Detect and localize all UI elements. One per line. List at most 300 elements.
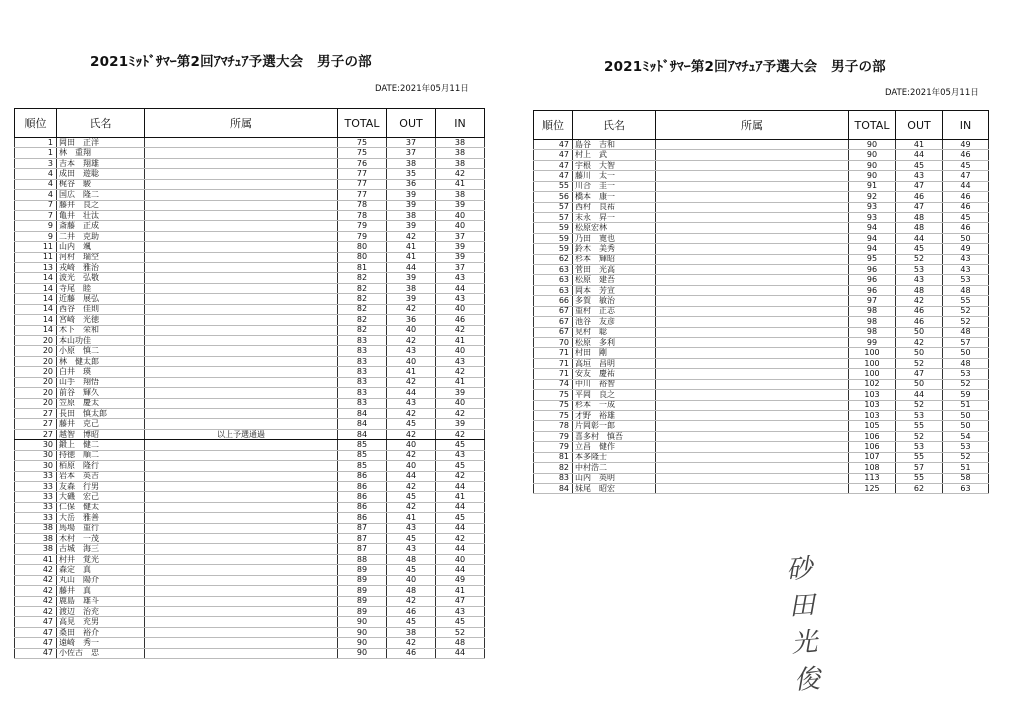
affiliation-cell xyxy=(145,356,338,366)
total-cell: 83 xyxy=(338,377,387,387)
rank-cell: 42 xyxy=(15,606,57,616)
in-cell: 50 xyxy=(943,410,989,420)
table-row xyxy=(534,202,989,212)
affiliation-cell xyxy=(145,283,338,293)
out-cell: 36 xyxy=(387,315,436,325)
name-cell: 才野 裕雄 xyxy=(573,410,656,420)
table-header xyxy=(15,109,485,138)
in-cell: 44 xyxy=(943,181,989,191)
affiliation-cell xyxy=(656,483,849,493)
table-row xyxy=(15,263,485,273)
total-cell: 103 xyxy=(849,390,896,400)
name-cell: 山内 英明 xyxy=(573,473,656,483)
rank-cell: 14 xyxy=(15,304,57,314)
rank-cell: 75 xyxy=(534,400,573,410)
total-cell: 105 xyxy=(849,421,896,431)
rank-cell: 47 xyxy=(15,617,57,627)
rank-cell: 4 xyxy=(15,179,57,189)
table-row xyxy=(15,148,485,158)
out-cell: 42 xyxy=(387,596,436,606)
rank-cell: 30 xyxy=(15,450,57,460)
table-row xyxy=(15,294,485,304)
table-row xyxy=(15,388,485,398)
out-cell: 45 xyxy=(896,160,943,170)
total-cell: 102 xyxy=(849,379,896,389)
header-affiliation: 所属 xyxy=(656,111,849,140)
header-name: 氏名 xyxy=(573,111,656,140)
affiliation-cell xyxy=(145,242,338,252)
affiliation-cell xyxy=(656,390,849,400)
total-cell: 106 xyxy=(849,442,896,452)
affiliation-cell xyxy=(145,158,338,168)
rank-cell: 14 xyxy=(15,273,57,283)
total-cell: 98 xyxy=(849,317,896,327)
out-cell: 39 xyxy=(387,294,436,304)
table-row xyxy=(534,223,989,233)
table-row xyxy=(534,296,989,306)
table-row xyxy=(15,492,485,502)
name-cell: 笠原 慶太 xyxy=(57,398,145,408)
rank-cell: 20 xyxy=(15,388,57,398)
rank-cell: 59 xyxy=(534,223,573,233)
affiliation-cell xyxy=(145,575,338,585)
rank-cell: 79 xyxy=(534,442,573,452)
in-cell: 39 xyxy=(436,200,485,210)
total-cell: 89 xyxy=(338,565,387,575)
rank-cell: 67 xyxy=(534,317,573,327)
in-cell: 45 xyxy=(436,440,485,450)
in-cell: 57 xyxy=(943,338,989,348)
rank-cell: 38 xyxy=(15,544,57,554)
total-cell: 84 xyxy=(338,429,387,439)
name-cell: 大岳 雅善 xyxy=(57,513,145,523)
out-cell: 36 xyxy=(387,179,436,189)
rank-cell: 20 xyxy=(15,356,57,366)
out-cell: 46 xyxy=(387,606,436,616)
table-row xyxy=(15,502,485,512)
out-cell: 39 xyxy=(387,221,436,231)
table-row xyxy=(534,192,989,202)
table-row xyxy=(15,273,485,283)
total-cell: 77 xyxy=(338,179,387,189)
rank-cell: 70 xyxy=(534,338,573,348)
in-cell: 53 xyxy=(943,275,989,285)
rank-cell: 79 xyxy=(534,431,573,441)
qualify-cutline-note: 以上予選通過 xyxy=(145,429,338,439)
out-cell: 42 xyxy=(387,408,436,418)
rank-cell: 14 xyxy=(15,294,57,304)
affiliation-cell xyxy=(145,325,338,335)
name-cell: 鹿島 雄斗 xyxy=(57,596,145,606)
affiliation-cell xyxy=(145,502,338,512)
in-cell: 44 xyxy=(436,544,485,554)
affiliation-cell xyxy=(656,473,849,483)
header-total: TOTAL xyxy=(849,111,896,140)
affiliation-cell xyxy=(656,410,849,420)
affiliation-cell xyxy=(145,408,338,418)
table-row xyxy=(534,244,989,254)
in-cell: 39 xyxy=(436,419,485,429)
table-row xyxy=(15,627,485,637)
out-cell: 43 xyxy=(387,544,436,554)
rank-cell: 30 xyxy=(15,440,57,450)
in-cell: 42 xyxy=(436,367,485,377)
name-cell: 斎藤 正成 xyxy=(57,221,145,231)
rank-cell: 71 xyxy=(534,358,573,368)
name-cell: 杉本 一成 xyxy=(573,400,656,410)
in-cell: 42 xyxy=(436,534,485,544)
total-cell: 83 xyxy=(338,398,387,408)
in-cell: 38 xyxy=(436,148,485,158)
rank-cell: 63 xyxy=(534,275,573,285)
rank-cell: 14 xyxy=(15,283,57,293)
table-row xyxy=(534,140,989,150)
in-cell: 49 xyxy=(943,244,989,254)
total-cell: 98 xyxy=(849,306,896,316)
rank-cell: 27 xyxy=(15,419,57,429)
out-cell: 41 xyxy=(896,140,943,150)
table-row xyxy=(15,200,485,210)
rank-cell: 75 xyxy=(534,410,573,420)
table-row xyxy=(15,513,485,523)
table-row xyxy=(15,450,485,460)
affiliation-cell xyxy=(656,212,849,222)
table-row xyxy=(15,336,485,346)
total-cell: 79 xyxy=(338,231,387,241)
affiliation-cell xyxy=(656,452,849,462)
in-cell: 44 xyxy=(436,502,485,512)
affiliation-cell xyxy=(656,171,849,181)
name-cell: 越智 博昭 xyxy=(57,429,145,439)
in-cell: 41 xyxy=(436,586,485,596)
table-row xyxy=(534,431,989,441)
in-cell: 46 xyxy=(943,202,989,212)
total-cell: 88 xyxy=(338,554,387,564)
rank-cell: 67 xyxy=(534,327,573,337)
rank-cell: 57 xyxy=(534,212,573,222)
name-cell: 松原宏林 xyxy=(573,223,656,233)
in-cell: 58 xyxy=(943,473,989,483)
total-cell: 96 xyxy=(849,275,896,285)
rank-cell: 1 xyxy=(15,138,57,148)
table-row xyxy=(534,275,989,285)
out-cell: 38 xyxy=(387,210,436,220)
rank-cell: 81 xyxy=(534,452,573,462)
affiliation-cell xyxy=(145,481,338,491)
header-affiliation: 所属 xyxy=(145,109,338,138)
rank-cell: 30 xyxy=(15,461,57,471)
total-cell: 79 xyxy=(338,221,387,231)
rank-cell: 71 xyxy=(534,369,573,379)
rank-cell: 9 xyxy=(15,231,57,241)
name-cell: 重村 正志 xyxy=(573,306,656,316)
in-cell: 44 xyxy=(436,481,485,491)
table-body-right xyxy=(534,140,989,494)
out-cell: 44 xyxy=(387,263,436,273)
affiliation-cell xyxy=(656,463,849,473)
table-row xyxy=(534,160,989,170)
table-row xyxy=(15,565,485,575)
in-cell: 46 xyxy=(943,223,989,233)
affiliation-cell xyxy=(145,471,338,481)
date-label: DATE:2021年05月11日 xyxy=(375,84,469,94)
out-cell: 50 xyxy=(896,379,943,389)
affiliation-cell xyxy=(656,400,849,410)
total-cell: 77 xyxy=(338,169,387,179)
name-cell: 小原 慎二 xyxy=(57,346,145,356)
in-cell: 43 xyxy=(436,450,485,460)
in-cell: 54 xyxy=(943,431,989,441)
name-cell: 寺尾 睦 xyxy=(57,283,145,293)
total-cell: 89 xyxy=(338,575,387,585)
table-row xyxy=(15,586,485,596)
affiliation-cell xyxy=(656,369,849,379)
rank-cell: 74 xyxy=(534,379,573,389)
table-row xyxy=(534,463,989,473)
table-row xyxy=(534,306,989,316)
total-cell: 82 xyxy=(338,294,387,304)
page-title-right: 2021ﾐｯﾄﾞｻﾏｰ第2回ｱﾏﾁｭｱ予選大会 男子の部 xyxy=(604,59,886,75)
table-row xyxy=(534,483,989,493)
total-cell: 100 xyxy=(849,358,896,368)
name-cell: 木村 一茂 xyxy=(57,534,145,544)
total-cell: 93 xyxy=(849,202,896,212)
header-name: 氏名 xyxy=(57,109,145,138)
out-cell: 42 xyxy=(387,336,436,346)
total-cell: 87 xyxy=(338,534,387,544)
name-cell: 鍛上 健二 xyxy=(57,440,145,450)
out-cell: 43 xyxy=(387,346,436,356)
affiliation-cell xyxy=(145,263,338,273)
total-cell: 83 xyxy=(338,367,387,377)
total-cell: 86 xyxy=(338,481,387,491)
table-row xyxy=(15,398,485,408)
in-cell: 49 xyxy=(943,140,989,150)
rank-cell: 38 xyxy=(15,534,57,544)
table-row xyxy=(534,265,989,275)
table-row xyxy=(534,421,989,431)
table-row xyxy=(534,285,989,295)
name-cell: 喜多村 慎吾 xyxy=(573,431,656,441)
in-cell: 47 xyxy=(943,171,989,181)
name-cell: 多賀 敏治 xyxy=(573,296,656,306)
affiliation-cell xyxy=(656,181,849,191)
total-cell: 94 xyxy=(849,223,896,233)
name-cell: 近藤 展弘 xyxy=(57,294,145,304)
affiliation-cell xyxy=(145,565,338,575)
table-row xyxy=(15,648,485,658)
affiliation-cell xyxy=(145,440,338,450)
rank-cell: 47 xyxy=(15,648,57,658)
name-cell: 島谷 吉和 xyxy=(573,140,656,150)
rank-cell: 20 xyxy=(15,377,57,387)
out-cell: 45 xyxy=(387,617,436,627)
affiliation-cell xyxy=(656,192,849,202)
rank-cell: 75 xyxy=(534,390,573,400)
name-cell: 成田 遊聡 xyxy=(57,169,145,179)
rank-cell: 82 xyxy=(534,463,573,473)
name-cell: 藤井 克己 xyxy=(57,419,145,429)
affiliation-cell xyxy=(656,233,849,243)
total-cell: 95 xyxy=(849,254,896,264)
in-cell: 42 xyxy=(436,408,485,418)
in-cell: 49 xyxy=(436,575,485,585)
table-row xyxy=(15,346,485,356)
total-cell: 85 xyxy=(338,450,387,460)
name-cell: 片岡彰一郎 xyxy=(573,421,656,431)
out-cell: 52 xyxy=(896,254,943,264)
total-cell: 125 xyxy=(849,483,896,493)
rank-cell: 47 xyxy=(15,638,57,648)
name-cell: 藤川 太一 xyxy=(573,171,656,181)
affiliation-cell xyxy=(656,421,849,431)
table-row xyxy=(534,338,989,348)
affiliation-cell xyxy=(656,275,849,285)
name-cell: 藤井 良之 xyxy=(57,200,145,210)
header-in: IN xyxy=(943,111,989,140)
name-cell: 村上 武 xyxy=(573,150,656,160)
total-cell: 89 xyxy=(338,586,387,596)
name-cell: 白井 瑛 xyxy=(57,367,145,377)
in-cell: 44 xyxy=(436,283,485,293)
in-cell: 37 xyxy=(436,263,485,273)
rank-cell: 1 xyxy=(15,148,57,158)
affiliation-cell xyxy=(145,638,338,648)
name-cell: 遠崎 秀一 xyxy=(57,638,145,648)
rank-cell: 20 xyxy=(15,398,57,408)
rank-cell: 3 xyxy=(15,158,57,168)
total-cell: 87 xyxy=(338,544,387,554)
affiliation-cell xyxy=(145,294,338,304)
rank-cell: 41 xyxy=(15,554,57,564)
out-cell: 53 xyxy=(896,410,943,420)
rank-cell: 42 xyxy=(15,565,57,575)
rank-cell: 14 xyxy=(15,325,57,335)
table-row xyxy=(15,304,485,314)
name-cell: 小佐古 忠 xyxy=(57,648,145,658)
out-cell: 48 xyxy=(896,223,943,233)
affiliation-cell xyxy=(656,317,849,327)
rank-cell: 59 xyxy=(534,244,573,254)
rank-cell: 84 xyxy=(534,483,573,493)
in-cell: 44 xyxy=(436,523,485,533)
name-cell: 松原 建吾 xyxy=(573,275,656,285)
table-row xyxy=(15,158,485,168)
name-cell: 本山功佳 xyxy=(57,336,145,346)
table-row xyxy=(15,242,485,252)
table-row xyxy=(534,369,989,379)
table-row xyxy=(15,440,485,450)
affiliation-cell xyxy=(656,160,849,170)
out-cell: 40 xyxy=(387,325,436,335)
affiliation-cell xyxy=(145,398,338,408)
name-cell: 吉本 翔雄 xyxy=(57,158,145,168)
affiliation-cell xyxy=(656,285,849,295)
rank-cell: 42 xyxy=(15,596,57,606)
name-cell: 山手 翔悟 xyxy=(57,377,145,387)
name-cell: 持徳 順二 xyxy=(57,450,145,460)
rank-cell: 33 xyxy=(15,513,57,523)
table-row xyxy=(534,400,989,410)
rank-cell: 47 xyxy=(15,627,57,637)
rank-cell: 7 xyxy=(15,200,57,210)
total-cell: 75 xyxy=(338,148,387,158)
out-cell: 37 xyxy=(387,138,436,148)
out-cell: 42 xyxy=(387,377,436,387)
total-cell: 103 xyxy=(849,400,896,410)
out-cell: 46 xyxy=(896,317,943,327)
total-cell: 82 xyxy=(338,304,387,314)
total-cell: 90 xyxy=(849,160,896,170)
name-cell: 国広 隆二 xyxy=(57,190,145,200)
table-row xyxy=(15,325,485,335)
table-row xyxy=(534,473,989,483)
total-cell: 82 xyxy=(338,273,387,283)
in-cell: 39 xyxy=(436,242,485,252)
name-cell: 見村 聡 xyxy=(573,327,656,337)
page-title: 2021ﾐｯﾄﾞｻﾏｰ第2回ｱﾏﾁｭｱ予選大会 男子の部 xyxy=(90,54,372,70)
out-cell: 43 xyxy=(896,171,943,181)
affiliation-cell xyxy=(145,586,338,596)
out-cell: 45 xyxy=(387,419,436,429)
out-cell: 42 xyxy=(387,231,436,241)
rank-cell: 55 xyxy=(534,181,573,191)
out-cell: 41 xyxy=(387,367,436,377)
out-cell: 42 xyxy=(387,429,436,439)
out-cell: 43 xyxy=(896,275,943,285)
rank-cell: 11 xyxy=(15,252,57,262)
table-row xyxy=(15,596,485,606)
in-cell: 40 xyxy=(436,304,485,314)
rank-cell: 11 xyxy=(15,242,57,252)
name-cell: 仁保 健太 xyxy=(57,502,145,512)
table-row xyxy=(534,317,989,327)
affiliation-cell xyxy=(145,169,338,179)
affiliation-cell xyxy=(656,379,849,389)
total-cell: 90 xyxy=(338,638,387,648)
name-cell: 川合 圭一 xyxy=(573,181,656,191)
name-cell: 森定 真 xyxy=(57,565,145,575)
out-cell: 43 xyxy=(387,398,436,408)
total-cell: 76 xyxy=(338,158,387,168)
name-cell: 前谷 輝久 xyxy=(57,388,145,398)
in-cell: 45 xyxy=(436,513,485,523)
out-cell: 42 xyxy=(387,304,436,314)
date-label-right: DATE:2021年05月11日 xyxy=(885,88,979,98)
total-cell: 93 xyxy=(849,212,896,222)
rank-cell: 63 xyxy=(534,285,573,295)
affiliation-cell xyxy=(656,431,849,441)
affiliation-cell xyxy=(145,210,338,220)
total-cell: 83 xyxy=(338,356,387,366)
affiliation-cell xyxy=(145,179,338,189)
total-cell: 86 xyxy=(338,492,387,502)
name-cell: 西谷 佳則 xyxy=(57,304,145,314)
affiliation-cell xyxy=(656,296,849,306)
header-rank: 順位 xyxy=(15,109,57,138)
affiliation-cell xyxy=(656,140,849,150)
name-cell: 戎崎 雅治 xyxy=(57,263,145,273)
total-cell: 82 xyxy=(338,283,387,293)
affiliation-cell xyxy=(656,442,849,452)
name-cell: 安友 慶祐 xyxy=(573,369,656,379)
name-cell: 藤井 真 xyxy=(57,586,145,596)
affiliation-cell xyxy=(145,200,338,210)
out-cell: 48 xyxy=(387,554,436,564)
out-cell: 39 xyxy=(387,273,436,283)
total-cell: 100 xyxy=(849,348,896,358)
out-cell: 47 xyxy=(896,181,943,191)
